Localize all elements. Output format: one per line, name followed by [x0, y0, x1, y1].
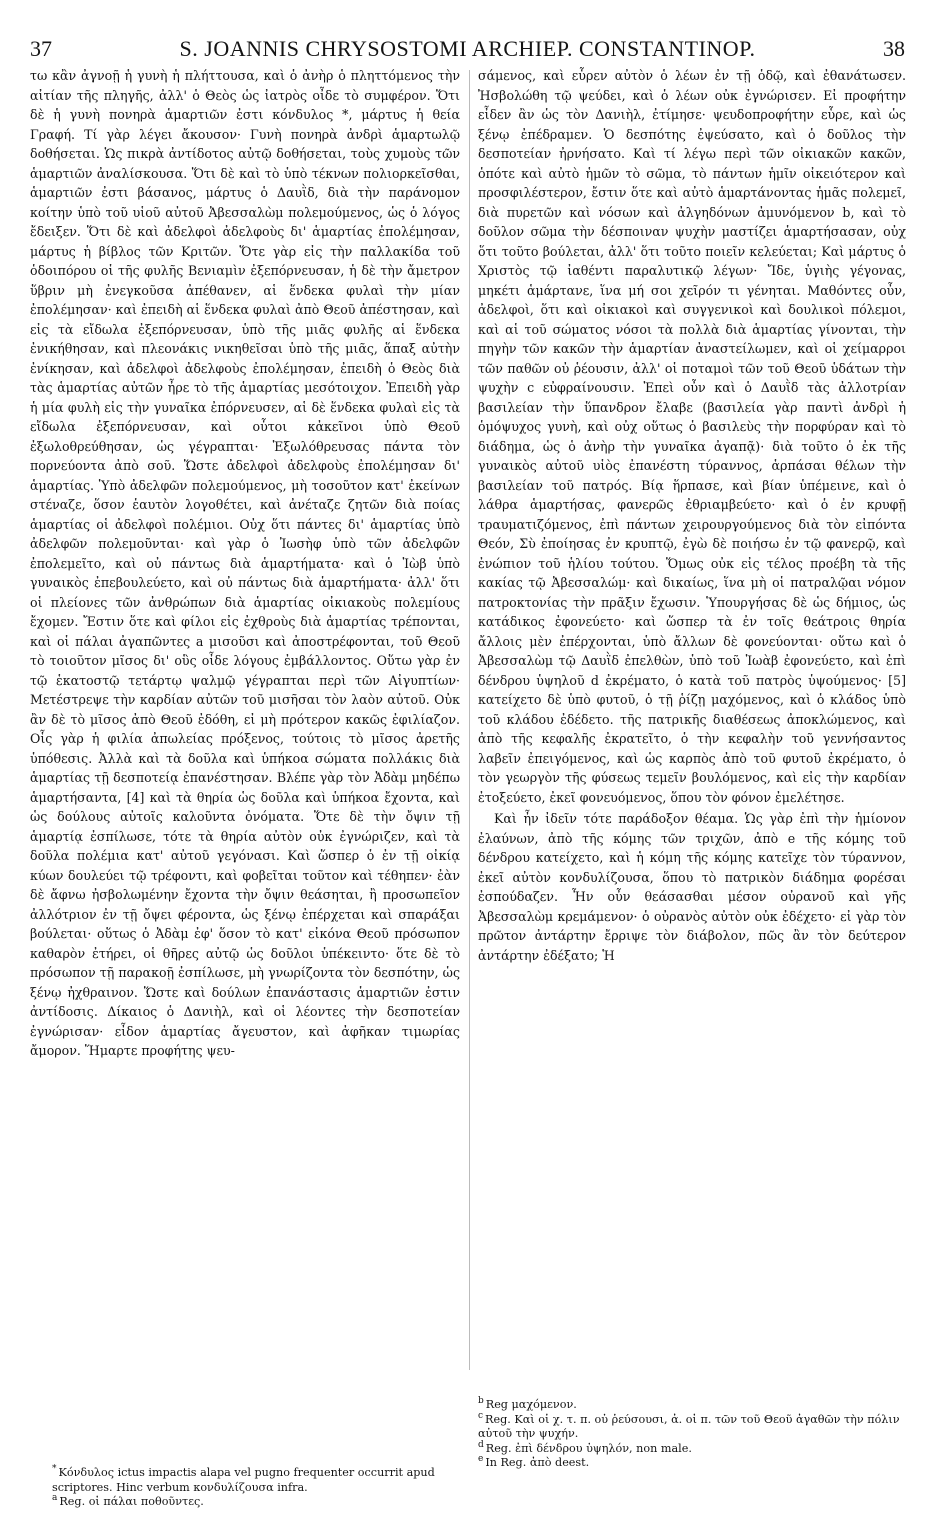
- column-divider: [469, 70, 470, 1370]
- page-number-left: 37: [30, 36, 52, 61]
- footnote-mark: d: [478, 1439, 484, 1450]
- footnote: [478, 1398, 908, 1413]
- footnote: [52, 1466, 472, 1495]
- running-title: S. JOANNIS CHRYSOSTOMI ARCHIEP. CONSTANTINOP.: [179, 36, 756, 61]
- footnote-text: Reg. ἐπὶ δένδρου ὑψηλόν, non male.: [485, 1441, 692, 1455]
- right-column: [478, 66, 906, 1461]
- left-column: [30, 66, 460, 1461]
- footnote: [478, 1439, 908, 1457]
- footnote-mark: a: [52, 1493, 58, 1504]
- right-column-paragraph-1: σάμενος, καὶ εὗρεν αὐτὸν ὁ λέων ἐν τῇ ὁδῷ, καὶ ἐθανάτωσεν. Ἠσβολώθη τῷ ψεύδει, καὶ ὁ λέων οὐκ ἐγνώρισεν. Εἰ προφήτην εἶδεν ἂν ὡς τὸν Δανιὴλ, ἐτίμησε· ψευδοπροφήτην εὗρε, καὶ ὡς ξένῳ ἐπέδραμεν. Ὁ δεσπότης ἐψεύσατο, καὶ ὁ δοῦλος τὴν δεσποτείαν ἠρνήσατο. Καὶ τί λέγω περὶ τῶν οἰκιακῶν κακῶν, ὁπότε καὶ αὐτὸ ἡμῶν τὸ σῶμα, τὸ πάντων ἡμῖν οἰκειότερον καὶ προσφιλέστερον, ἔστιν ὅτε καὶ αὐτὸ ἁμαρτάνοντας ἡμᾶς πολεμεῖ, διὰ πυρετῶν καὶ νόσων καὶ ἀλγηδόνων ἀμυνόμενον b, καὶ τὸ δοῦλον σῶμα τὴν δέσποιναν ψυχὴν μαστίζει ἁμαρτήσασαν, οὐχ ὅτι τοῦτο βούλεται, ἀλλ' ὅτι τοῦτο ποιεῖν κελεύεται; Καὶ μάρτυς ὁ Χριστὸς τῷ ἰαθέντι παραλυτικῷ λέγων· Ἴδε, ὑγιὴς γέγονας, μηκέτι ἁμάρτανε, ἵνα μή σοι χεῖρόν τι γένηται. Μαθόντες οὖν, ἀδελφοὶ, ὅτι καὶ οἰκιακοὶ καὶ συγγενικοὶ καὶ δουλικοὶ πόλεμοι, καὶ αἱ τοῦ σώματος νόσοι τὰ πολλὰ διὰ ἁμαρτίας γίνονται, τὴν πηγὴν τῶν κακῶν τὴν ἁμαρτίαν ἀναστείλωμεν, καὶ οἱ χείμαρροι τῶν παθῶν οὐ ῥέουσιν, ἀλλ' οἱ ποταμοὶ τῶν τοῦ Θεοῦ ὑδάτων τὴν ψυχὴν c εὐφραίνουσιν. Ἐπεὶ οὖν καὶ ὁ Δαυῒδ τὰς ἀλλοτρίαν βασιλείαν τὴν ὕπανδρον ἔλαβε (βασιλεία γὰρ παντὶ ἀνδρὶ ἡ ὁμόψυχος γυνὴ, καὶ οὐχ οὕτως ὁ βασιλεὺς τὴν πορφύραν καὶ τὸ διάδημα, ὡς ὁ ἀνὴρ τὴν γυναῖκα ἀγαπᾷ)· διὰ τοῦτο ὁ ἐκ τῆς γυναικὸς αὐτοῦ υἱὸς ἐπανέστη τύραννος, ἁρπάσαι θέλων τὴν βασιλείαν τοῦ πατρός. Βίᾳ ἥρπασε, καὶ βίαν ὑπέμεινε, καὶ ὁ λάθρα ἁμαρτήσας, φανερῶς ἐθριαμβεύετο· καὶ ὁ ἐν κρυφῇ τραυματιζόμενος, ἐπὶ πάντων χειρουργούμενος διὰ τὸν εἰπόντα Θεόν, Σὺ ἐποίησας ἐν κρυπτῷ, ἐγὼ δὲ ποιήσω ἐν τῷ φανερῷ, καὶ ἐνώπιον τοῦ ἡλίου τούτου. Ὅμως οὐκ εἰς τέλος προέβη τὰ τῆς κακίας τῷ Ἀβεσσαλώμ· καὶ δικαίως, ἵνα μὴ οἱ πατραλῷαι νόμον πατροκτονίας τὴν πρᾶξιν ἔχωσιν. Ὑπουργήσας δὲ ὡς δήμιος, ὡς κατάδικος ἐφονεύετο· καὶ ὥσπερ τὰ ἐν τοῖς θεάτροις θηρία ἄλλοις μὲν ἐπέρχονται, ὑπὸ ἄλλων δὲ φονεύονται· οὕτω καὶ ὁ Ἀβεσσαλὼμ τῷ Δαυῒδ ἐπελθὼν, ὑπὸ τοῦ Ἰωὰβ ἐφονεύετο, καὶ ἐπὶ δένδρου ὑψηλοῦ d ἐκρέματο, ὁ κατὰ τοῦ πατρὸς ὑψούμενος· [5] κατείχετο δὲ ὑπὸ φυτοῦ, ὁ τῇ ῥίζῃ μαχόμενος, καὶ ὁ κλάδος ὑπὸ τοῦ κλάδου ἐδέδετο. τῆς πατρικῆς διαθέσεως ἀποκλώμενος, καὶ ἀπὸ τῆς κεφαλῆς ἐκρατεῖτο, ὁ τὴν κεφαλὴν τοῦ γεννήσαντος λαβεῖν ἐπειγόμενος, καὶ ὡς καρπὸς ἀπὸ τοῦ φυτοῦ ἐκρέματο, ὁ τὸν γεωργὸν τῆς φύσεως τεμεῖν βουλόμενος, καὶ εἰς τὴν καρδίαν ἐτοξεύετο, ἐκεῖ φονευόμενος, ὅπου τὸν φόνον ἐμελέτησε.: [478, 68, 906, 805]
- left-column-text: τω κἂν ἀγνοῇ ἡ γυνὴ ἡ πλήττουσα, καὶ ὁ ἀνὴρ ὁ πληττόμενος τὴν αἰτίαν τῆς πληγῆς, ἀλλ' ὁ Θεὸς ὡς ἰατρὸς οἶδε τὸ συμφέρον. Ὅτι δὲ ἡ γυνὴ πονηρὰ ἁμαρτιῶν ἐστι κόνδυλος *, μάρτυς ἡ θεία Γραφή. Τί γὰρ λέγει ἄκουσον· Γυνὴ πονηρὰ ἀνδρὶ ἁμαρτωλῷ δοθήσεται. Ὡς πικρὰ ἀντίδοτος αὐτῷ δοθήσεται, τοὺς χυμοὺς τῶν ἁμαρτιῶν ἀναλίσκουσα. Ὅτι δὲ καὶ τὸ ὑπὸ τέκνων πολιορκεῖσθαι, ἁμαρτιῶν ἐστι βάσανος, μάρτυς ὁ Δαυῒδ, διὰ τὴν παράνομον κοίτην ὑπὸ τοῦ υἱοῦ αὐτοῦ Ἀβεσσαλὼμ πολεμούμενος, ὡς ὁ λόγος ἔδειξεν. Ὅτι δὲ καὶ ἀδελφοὶ ἀδελφοὺς δι' ἁμαρτίας ἐπολέμησαν, μάρτυς ἡ βίβλος τῶν Κριτῶν. Ὅτε γὰρ εἰς τὴν παλλακίδα τοῦ ὁδοιπόρου οἱ τῆς φυλῆς Βενιαμὶν ἐξεπόρνευσαν, ἡ δὲ τὴν ἄμετρον ὕβριν μὴ ἐνεγκοῦσα ἀπέθανεν, αἱ ἕνδεκα φυλαὶ τὴν μίαν ἐπολέμησαν· καὶ ἐπειδὴ αἱ ἕνδεκα φυλαὶ ἀπὸ Θεοῦ ἀπέστησαν, καὶ εἰς τὰ εἴδωλα ἐξεπόρνευσαν, ὑπὸ τῆς μιᾶς φυλῆς αἱ ἕνδεκα ἐνικήθησαν, καὶ πλεονάκις νικηθεῖσαι ὑπὸ τῆς μιᾶς, ἅπαξ αὐτὴν ἐνίκησαν, καὶ ἀδελφοὶ ἀδελφοὺς ἐπολέμησαν, ἐπειδὴ ὁ Θεὸς διὰ τὰς ἁμαρτίας αὐτῶν ἦρε τὸ τῆς ἁμαρτίας μεσότοιχον. Ἐπειδὴ γὰρ ἡ μία φυλὴ εἰς τὴν γυναῖκα ἐπόρνευσεν, αἱ δὲ ἕνδεκα φυλαὶ εἰς τὰ εἴδωλα ἐξεπόρνευσαν, καὶ οὗτοι κἀκεῖνοι ὑπὸ Θεοῦ ἐξωλοθρεύθησαν, ὡς γέγραπται· Ἐξωλόθρευσας πάντα τὸν πορνεύοντα ἀπὸ σοῦ. Ὥστε ἀδελφοὶ ἀδελφοὺς ἐπολέμησαν δι' ἁμαρτίας. Ὑπὸ ἀδελφῶν πολεμούμενος, μὴ τοσοῦτον κατ' ἐκείνων στέναζε, ὅσον ἑαυτὸν λογοθέτει, καὶ ἀνέταζε ζητῶν διὰ ποίας ἁμαρτίας οἱ ἀδελφοὶ πολέμιοι. Οὐχ ὅτι πάντες δι' ἁμαρτίας ὑπὸ ἀδελφῶν πολεμοῦνται· καὶ γὰρ ὁ Ἰωσὴφ ὑπὸ τῶν ἀδελφῶν ἐπολεμεῖτο, καὶ οὐ πάντως διὰ ἁμαρτήματα· καὶ ὁ Ἰὼβ ὑπὸ γυναικὸς ἐπεβουλεύετο, καὶ οὐ πάντως διὰ ἁμαρτήματα· ἀλλ' ὅτι οἱ πλείονες τῶν ἀνθρώπων διὰ ἁμαρτίας οἰκιακοὺς πολεμίους ἔχομεν. Ἔστιν ὅτε καὶ φίλοι εἰς ἐχθροὺς διὰ ἁμαρτίας τρέπονται, καὶ οἱ πάλαι ἀγαπῶντες a μισοῦσι καὶ ἀποστρέφονται, τοῦ Θεοῦ τὸ τοιοῦτον μῖσος δι' οὓς οἶδε λόγους ἐμβάλλοντος. Οὕτω γὰρ ἐν τῷ ἑκατοστῷ τετάρτῳ ψαλμῷ γέγραπται περὶ τῶν Αἰγυπτίων· Μετέστρεψε τὴν καρδίαν αὐτῶν τοῦ μισῆσαι τὸν λαὸν αὐτοῦ. Οὐκ ἂν δὲ τὸ μῖσος ἀπὸ Θεοῦ ἐδόθη, εἰ μὴ πρότερον κακῶς ἐφιλίαζον. Οἷς γὰρ ἡ φιλία ἀπωλείας πρόξενος, τούτοις τὸ μῖσος ἀρετῆς ὑπόθεσις. Ἀλλὰ καὶ τὰ δοῦλα καὶ ὑπήκοα σώματα πολλάκις διὰ ἁμαρτίας τῇ δεσποτείᾳ ἐπανέστησαν. Βλέπε γὰρ τὸν Ἀδὰμ μηδέπω ἁμαρτήσαντα, [4] καὶ τὰ θηρία ὡς δοῦλα καὶ ὑπήκοα ἔχοντα, καὶ ὡς δούλους αὐτοῖς καλοῦντα ὀνόματα. Ὅτε δὲ τὴν ὄψιν τῇ ἁμαρτίᾳ ἐσπίλωσε, τότε τὰ θηρία αὐτὸν οὐκ ἐγνώριζεν, καὶ τὰ δοῦλα πολέμια κατ' αὐτοῦ γεγόνασι. Καὶ ὥσπερ ὁ ἐν τῇ οἰκίᾳ κύων δουλεύει τῷ τρέφοντι, καὶ φοβεῖται τοῦτον καὶ τέθηπεν· ἐὰν δὲ ἄφνω ἠσβολωμένην ἔχοντα τὴν ὄψιν θεάσηται, ἢ προσωπεῖον ἀλλότριον ἐν τῇ ὄψει φέροντα, ὡς ξένῳ ἐπέρχεται καὶ σπαράξαι βούλεται· οὕτως ὁ Ἀδὰμ ἐφ' ὅσον τὸ κατ' εἰκόνα Θεοῦ πρόσωπον καθαρὸν ἐτήρει, οἱ θῆρες αὐτῷ ὡς δοῦλοι ὑπέκειντο· ὅτε δὲ τὸ πρόσωπον τῇ παρακοῇ ἐσπίλωσε, μὴ γνωρίζοντα τὸν δεσπότην, ὡς ξένῳ ἠχθραινον. Ὥστε καὶ δούλων ἐπανάστασις ἁμαρτιῶν ἐστιν ἀντίδοσις. Δίκαιος ὁ Δανιὴλ, καὶ οἱ λέοντες τὴν δεσποτείαν ἐγνώρισαν· εἶδον ἁμαρτίας ἄγευστον, καὶ ἀφῆκαν τιμωρίας ἄμορον. Ἥμαρτε προφήτης ψευ-: [30, 68, 460, 1058]
- footnote-mark: c: [478, 1410, 484, 1421]
- footnote-text: Reg. οἱ πάλαι ποθοῦντες.: [59, 1495, 204, 1508]
- page-number-right: 38: [883, 36, 905, 61]
- page-header: [30, 36, 905, 66]
- footnote-mark: e: [478, 1454, 484, 1465]
- footnote-mark: *: [52, 1464, 57, 1475]
- footnotes-right: [478, 1398, 908, 1471]
- right-column-paragraph-2: Καὶ ἦν ἰδεῖν τότε παράδοξον θέαμα. Ὡς γὰρ ἐπὶ τὴν ἡμίονον ἐλαύνων, ἀπὸ τῆς κόμης τῶν τριχῶν, ἀπὸ e τῆς κόμης τοῦ δένδρου κατείχετο, καὶ ἡ κόμη τῆς κόμης κατεῖχε τὸν τύραννον, ἐκεῖ αὐτὸν κονδυλίζουσα, ὅπου τὸ πατρικὸν διάδημα φορέσαι ἐσπούδαζεν. Ἦν οὖν θεάσασθαι μέσον οὐρανοῦ καὶ γῆς Ἀβεσσαλὼμ κρεμάμενον· ὁ οὐρανὸς αὐτὸν οὐκ ἐδέχετο· εἰ γὰρ τὸν πρῶτον ἀντάρτην ἔρριψε τὸν διάβολον, πῶς ἂν τὸν δεύτερον ἀντάρτην ἐδέξατο; Ἡ: [478, 811, 906, 963]
- footnote: [52, 1495, 472, 1510]
- footnote: [478, 1456, 908, 1471]
- footnote-mark: b: [478, 1396, 484, 1407]
- footnote-text: Reg μαχόμενον.: [485, 1398, 577, 1411]
- footnote: [478, 1410, 908, 1442]
- footnote-text: In Reg. ἀπὸ deest.: [485, 1456, 590, 1469]
- footnotes-left: [52, 1466, 472, 1510]
- footnote-text: Reg. Καὶ οἱ χ. τ. π. οὐ ῥεύσουσι, ἀ. οἱ π. τῶν τοῦ Θεοῦ ἀγαθῶν τὴν πόλιν αὐτοῦ τὴν ψυχήν.: [478, 1412, 900, 1440]
- footnote-text: Κόνδυλος ictus impactis alapa vel pugno frequenter occurrit apud scriptores. Hinc verbum κονδυλίζουσα infra.: [52, 1466, 435, 1494]
